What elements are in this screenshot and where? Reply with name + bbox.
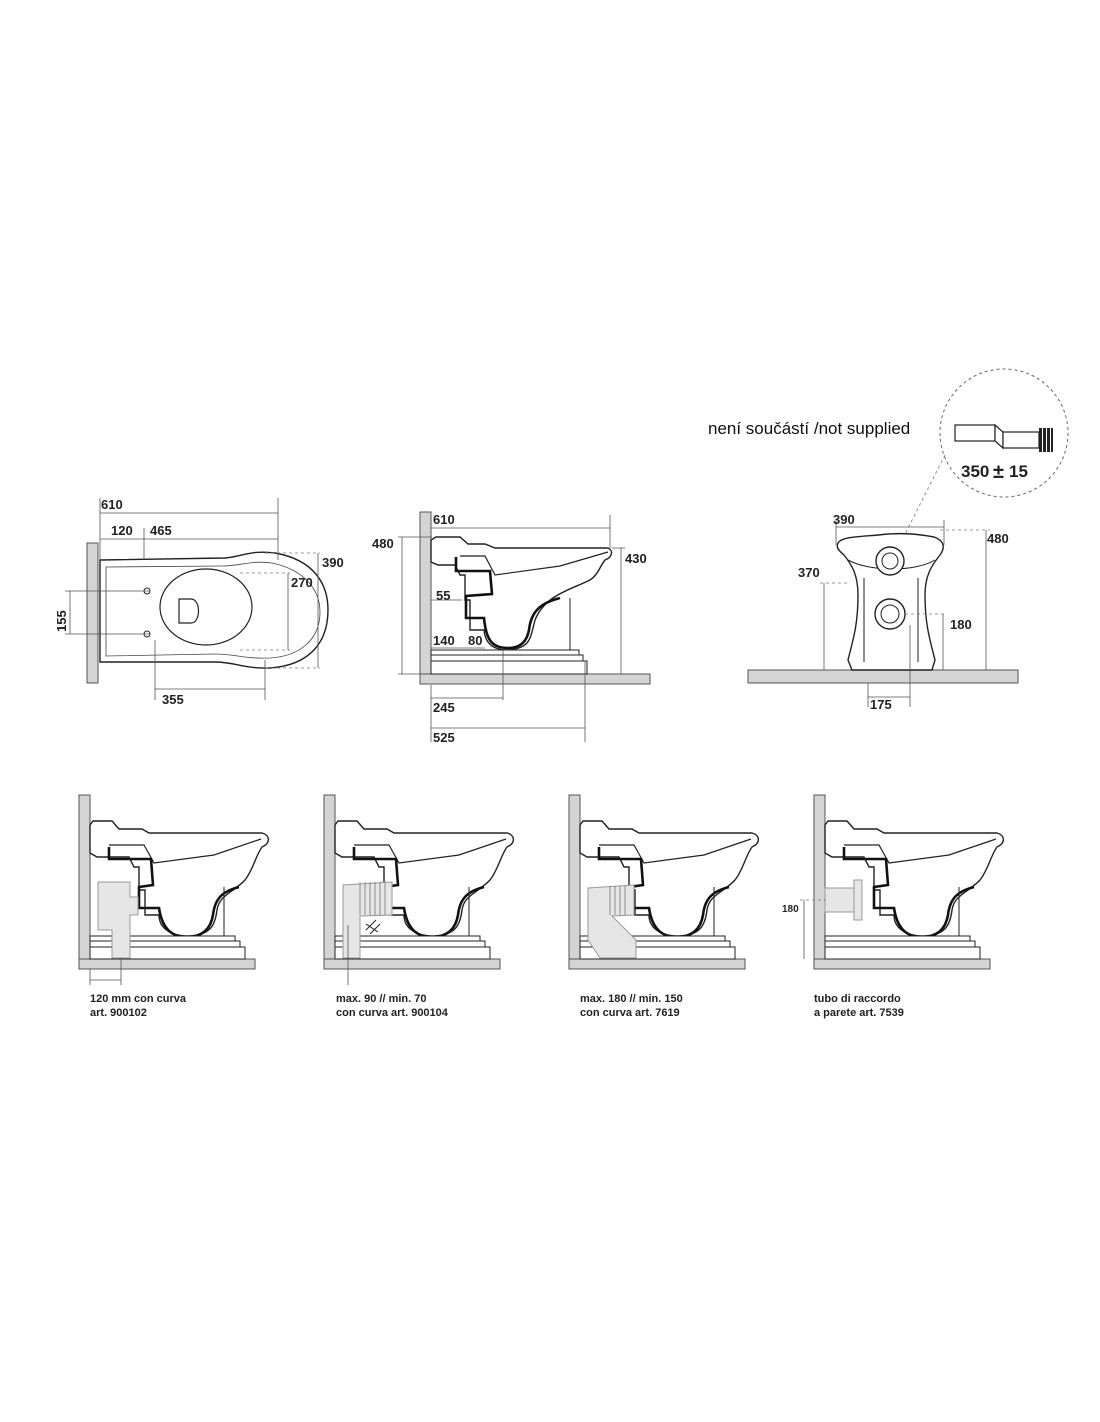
variant-4-caption-line2: a parete art. 7539 [814, 1007, 904, 1019]
top-dim-270: 270 [291, 575, 313, 590]
pipe-tolerance-sign: ± [993, 461, 1004, 483]
side-view [372, 512, 650, 745]
side-dim-140: 140 [433, 633, 455, 648]
variant-1 [79, 795, 268, 1019]
top-dim-610: 610 [101, 497, 123, 512]
side-dim-55: 55 [436, 588, 451, 603]
side-view-floor [420, 674, 650, 684]
side-dim-80: 80 [468, 633, 483, 648]
variant-2-caption-line1: max. 90 // min. 70 [336, 993, 427, 1005]
side-view-base-plinth [431, 650, 579, 655]
pipe-connector-icon [955, 425, 1053, 452]
side-dim-480: 480 [372, 536, 394, 551]
top-dim-120: 120 [111, 523, 133, 538]
variant-2-caption-line2: con curva art. 900104 [336, 1007, 448, 1019]
pipe-length-label: 350 [961, 462, 990, 481]
top-dim-355: 355 [162, 692, 184, 707]
front-view [748, 512, 1018, 712]
variant-3-caption-line2: con curva art. 7619 [580, 1007, 680, 1019]
side-dim-430: 430 [625, 551, 647, 566]
front-dim-480: 480 [987, 531, 1009, 546]
variant-4 [782, 795, 1003, 1019]
top-dim-465: 465 [150, 523, 172, 538]
side-view-base-plinth [431, 655, 583, 661]
variant-4-caption-line1: tubo di raccordo [814, 993, 901, 1005]
top-view [54, 497, 344, 707]
front-dim-180: 180 [950, 617, 972, 632]
side-dim-245: 245 [433, 700, 455, 715]
not-supplied-label: není součástí /not supplied [708, 419, 911, 438]
front-view-outlet-inner [881, 605, 899, 623]
variant-4-wall-connector [825, 888, 857, 912]
side-dim-525: 525 [433, 730, 455, 745]
variant-4-dim-180: 180 [782, 904, 799, 915]
pipe-tolerance-value: 15 [1009, 462, 1028, 481]
not-supplied-callout [708, 369, 1068, 548]
variant-1-caption-line1: 120 mm con curva [90, 993, 186, 1005]
variant-3 [569, 795, 758, 1019]
front-dim-370: 370 [798, 565, 820, 580]
variant-1-caption-line2: art. 900102 [90, 1007, 147, 1019]
side-view-bowl [431, 537, 611, 650]
top-dim-155: 155 [54, 610, 69, 632]
variant-3-caption-line1: max. 180 // min. 150 [580, 993, 683, 1005]
front-dim-175: 175 [870, 697, 892, 712]
side-view-base-plinth [431, 661, 587, 674]
front-view-floor [748, 670, 1018, 683]
top-view-seat-opening [160, 569, 252, 645]
front-dim-390: 390 [833, 512, 855, 527]
front-view-inlet-inner [882, 553, 898, 569]
variant-4-connector-flange [854, 880, 862, 920]
variant-3-bend-fitting [588, 885, 636, 958]
side-dim-610: 610 [433, 512, 455, 527]
side-view-wall [420, 512, 431, 674]
variant-2 [324, 795, 513, 1019]
top-dim-390: 390 [322, 555, 344, 570]
top-view-wall [87, 543, 98, 683]
